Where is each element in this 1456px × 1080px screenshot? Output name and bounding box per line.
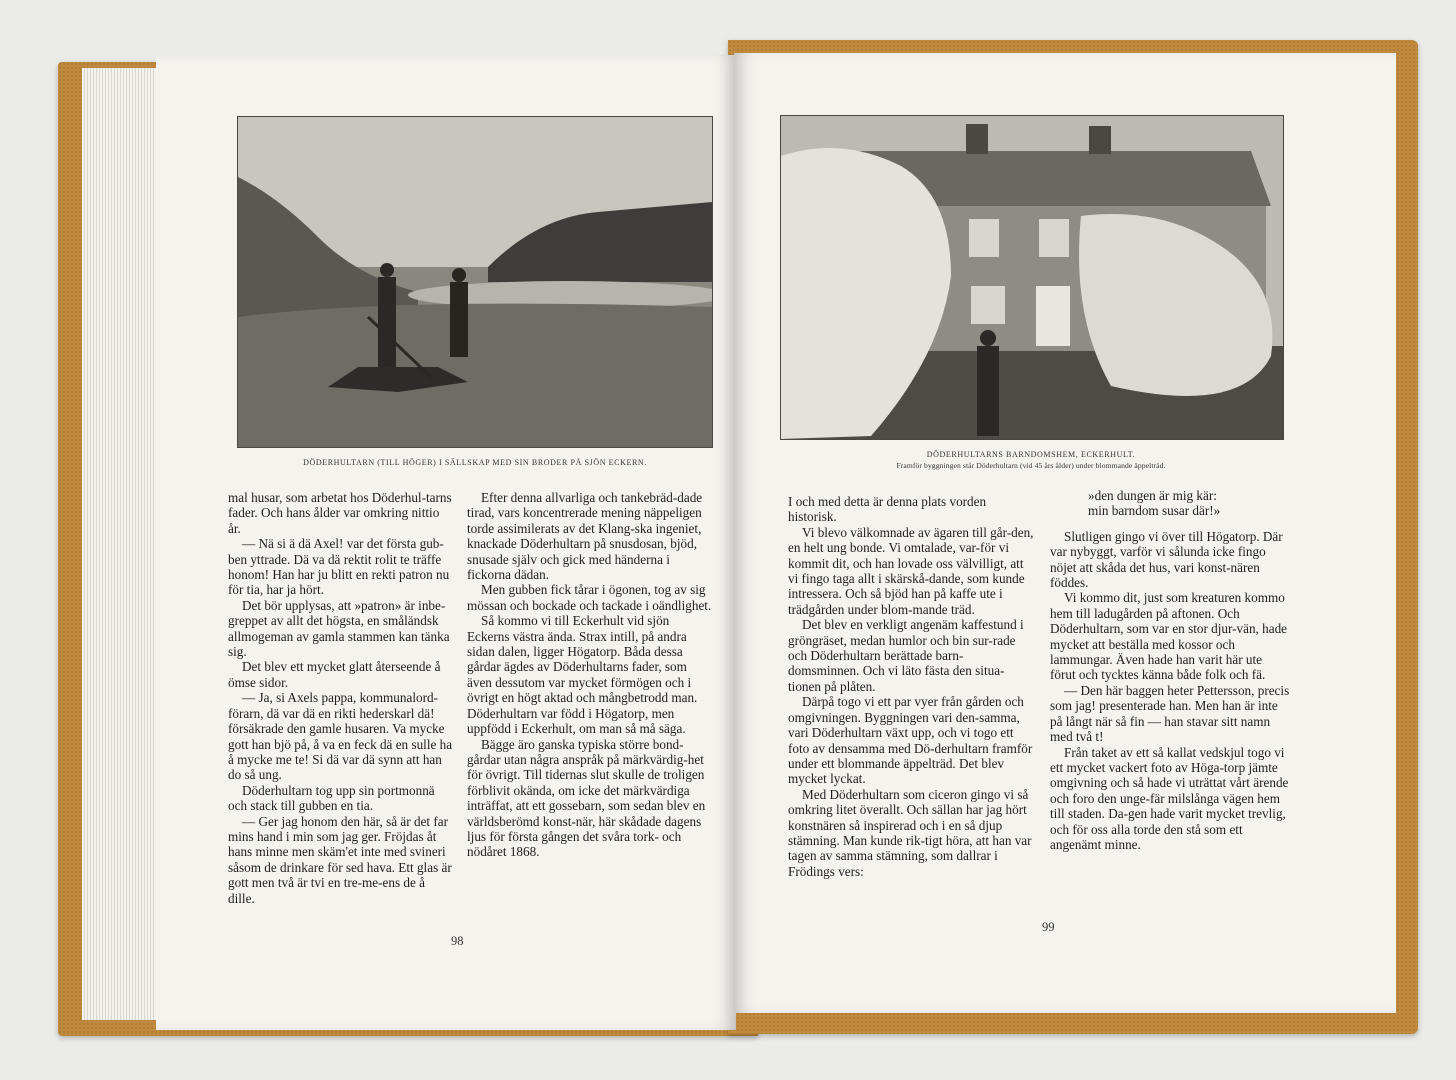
paragraph: Med Döderhultarn som ciceron gingo vi så omkring litet överallt. Och sällan har jag hört konstnären så inspirerad och i en så djup stämning. Man kunde rik-tigt höra, att han var tagen av samma stämning, som dallrar i Frödings vers: [788, 786, 1032, 879]
lake-scene-illustration [238, 117, 712, 447]
paragraph: — Ja, si Axels pappa, kommunalord-förarn, dä var dä en rikti hederskarl dä! försäkrade den gamle husaren. Va mycke gott han bjö på, å va en feck dä en sulle ha å mycke me te! Si dä var dä synn att han do så ung. [228, 690, 453, 783]
paragraph: mal husar, som arbetat hos Döderhul-tarns fader. Och hans ålder var omkring nittio år. [228, 490, 452, 536]
left-page-column-2 [467, 490, 712, 860]
paragraph: Så kommo vi till Eckerhult vid sjön Eckerns västra ända. Strax intill, på andra sidan dalen, ligger Högatorp. Båda dessa gårdar ägdes av Döderhultarns fader, som även dessutom var mycket förmögen och i övrigt en högt aktad och mångbetrodd man. Döderhultarn var född i Högatorp, men uppfödd i Eckerhult, om man så må säga. [467, 613, 698, 737]
right-page-column-1 [788, 494, 1034, 879]
paragraph: Vi blevo välkomnade av ägaren till går-den, en helt ung bonde. Vi omtalade, var-för vi kommit dit, och han lovade oss välvilligt, att vi fingo taga allt i skärskå-dande, som kunde intressera. Och så bjöd han på kaffe ute i trädgården under blom-mande träd. [788, 524, 1034, 617]
paragraph: Det bör upplysas, att »patron» är inbe-greppet av allt det högsta, en småländsk allmogeman av gamla stammen kan tänka sig. [228, 597, 450, 660]
paragraph: Det blev en verkligt angenäm kaffestund i gröngräset, medan humlor och bin sur-rade och Döderhultarn berättade barn-domsminnen. Och vi läto fästa den situa-tionen på plåten. [788, 617, 1024, 694]
paragraph: Vi kommo dit, just som kreaturen kommo hem till ladugården på aftonen. Och Döderhultarn, som var en stor djur-vän, hade mycket att beställa med kossor och lammungar. Även hade han varit här ute förut och tycktes känna både folk och fä. [1050, 590, 1288, 683]
verse-line: »den dungen är mig kär: [1088, 488, 1217, 503]
paragraph: I och med detta är denna plats vorden historisk. [788, 494, 987, 525]
paragraph: Men gubben fick tårar i ögonen, tog av sig mössan och bockade och tackade i oändlighet. [467, 582, 712, 613]
right-photo-caption-sub: Framför byggningen står Döderhultarn (vid 45 års ålder) under blommande äppelträd. [896, 461, 1166, 470]
right-page-column-2 [1050, 488, 1290, 852]
paragraph: — Den här baggen heter Pettersson, precis som jag! presenterade han. Men han är inte på långt när så fin — han stavar sitt namn med två t! [1050, 682, 1290, 745]
paragraph: Bägge äro ganska typiska större bond-gårdar utan några anspråk på märkvärdig-het för övrigt. Till tidernas slut skulle de troligen förblivit okända, om icke det märkvärdiga inträffat, att ett gossebarn, som sedan blev en världsberömd konst-när, här skådade dagens ljus för första gången det svåra tork- och nödåret 1868. [467, 736, 706, 860]
left-photo-caption: DÖDERHULTARN (TILL HÖGER) I SÄLLSKAP MED SIN BRODER PÅ SJÖN ECKERN. [303, 458, 647, 467]
paragraph: Det blev ett mycket glatt återseende å ömse sidor. [228, 659, 441, 690]
paragraph: Efter denna allvarliga och tankebräd-dade tirad, vars koncentrerade mening näppeligen torde assimilerats av det Klang-ska ingeniet, knackade Döderhultarn på snusdosan, bjöd, snusade själv och gick med händerna i fickorna dädan. [467, 490, 703, 583]
paragraph: — Nä si ä dä Axel! var det första gub-ben yttrade. Dä va dä rektit rolit te träffe honom! Han har ju blitt en rekti patron nu för tia, har ja hört. [228, 536, 450, 598]
left-page-number: 98 [451, 934, 464, 948]
right-page-number: 99 [1042, 920, 1055, 934]
right-page-photo [780, 115, 1284, 440]
paragraph: Från taket av ett så kallat vedskjul togo vi ett mycket vackert foto av Höga-torp jämte omgivning och så hade vi uträttat vårt ärende och foro den unge-fär milslånga vägen hem till staden. Da-gen hade varit mycket trevlig, och för oss alla torde den stå som ett angenämt minne. [1050, 744, 1289, 852]
paragraph: Slutligen gingo vi över till Högatorp. Där var nybyggt, varför vi sålunda icke fingo nöjet att skåda det hus, vari konst-nären föddes. [1050, 528, 1283, 591]
right-photo-caption-title: DÖDERHULTARNS BARNDOMSHEM, ECKERHULT. [926, 450, 1136, 459]
paragraph: Därpå togo vi ett par vyer från gården och omgivningen. Byggningen vari den-samma, vari Döderhultarn växt upp, och vi togo ett foto av densamma med Dö-derhultarn framför under ett blommande äppelträd. Det blev mycket lyckat. [788, 694, 1033, 787]
verse-line: min barndom susar där!» [1088, 503, 1221, 519]
left-page-column-1 [228, 490, 453, 906]
farmhouse-scene-illustration [781, 116, 1283, 439]
left-page-photo [237, 116, 713, 448]
paragraph: — Ger jag honom den här, så är det far mins hand i min som jag ger. Fröjdas åt hans minne men skäm'et inte med svineri såsom de drinkare för sed hava. Ett glas är gott men två är tvi en tre-me-ens de å dille. [228, 813, 452, 906]
paragraph: Döderhultarn tog upp sin portmonnä och stack till gubben en tia. [228, 782, 435, 814]
